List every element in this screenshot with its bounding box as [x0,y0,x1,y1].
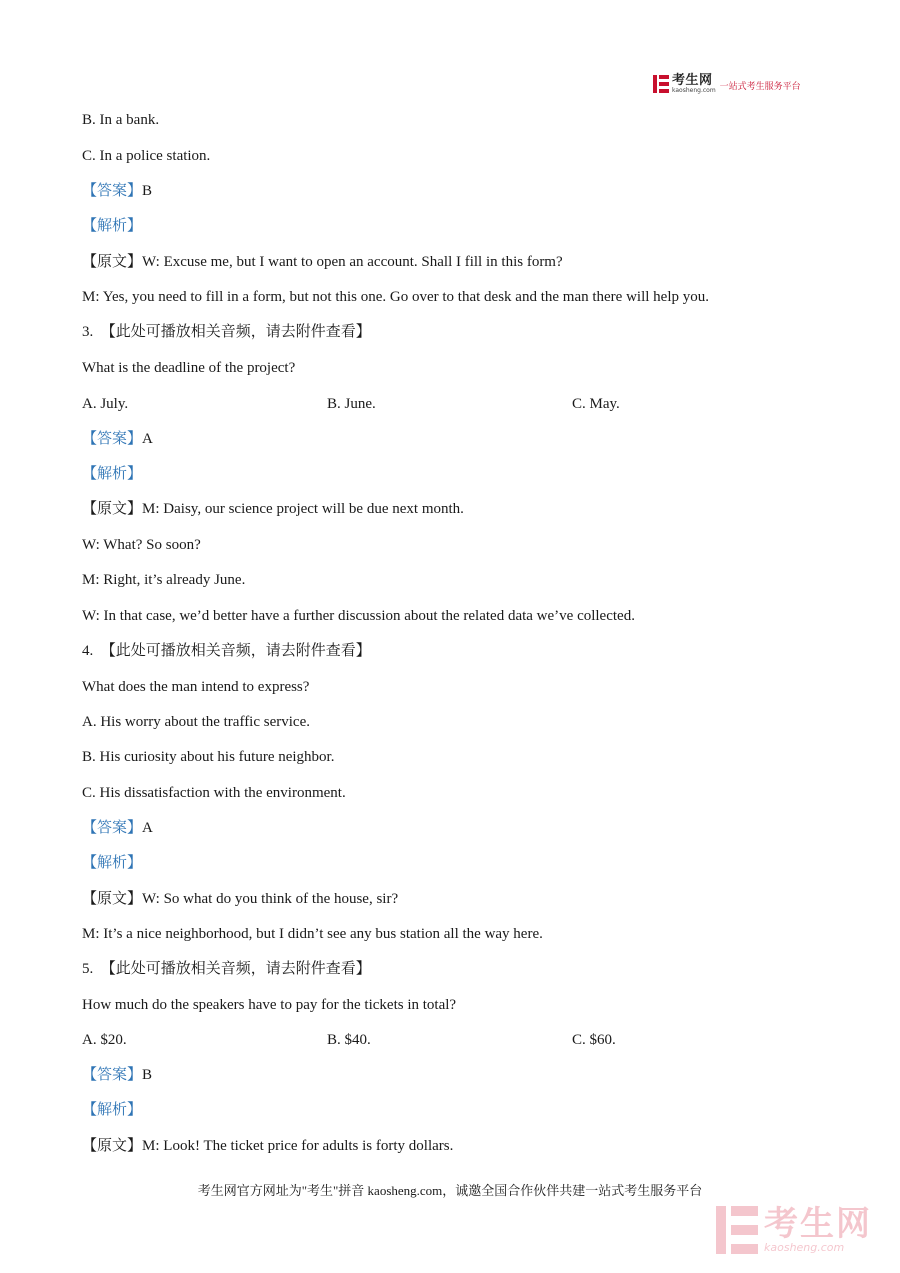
q3-answer-line: 【答案】A [82,431,153,447]
q3-original-line-3: M: Right, it’s already June. [82,572,246,588]
logo-domain: kaosheng.com [672,87,716,94]
q5-answer-line: 【答案】B [82,1067,153,1083]
q5-option-c: C. $60. [572,1032,616,1048]
q2-analysis-line: 【解析】 [82,218,143,234]
q2-original-line-2: M: Yes, you need to fill in a form, but not this one. Go over to that desk and the man there will help you. [82,289,709,305]
q3-original-line-4: W: In that case, we’d better have a further discussion about the related data we’ve collected. [82,608,635,624]
q2-original-line-1: 【原文】W: Excuse me, but I want to open an account. Shall I fill in this form? [82,254,563,270]
q4-question: What does the man intend to express? [82,679,310,695]
kaosheng-watermark-icon [716,1206,758,1254]
watermark-logo [716,1205,872,1255]
q5-option-b: B. $40. [327,1032,371,1048]
original-label: 原文 [97,254,128,270]
watermark-name: 考生网 [764,1204,872,1244]
q5-analysis-line: 【解析】 [82,1102,143,1118]
watermark-domain: kaosheng.com [764,1241,845,1254]
logo-slogan: 一站式考生服务平台 [719,82,801,92]
q4-option-c: C. His dissatisfaction with the environment. [82,785,346,801]
q3-original-line-2: W: What? So soon? [82,537,201,553]
q4-option-b: B. His curiosity about his future neighbor. [82,749,335,765]
page-footer: 考生网官方网址为"考生"拼音 kaosheng.com，诚邀全国合作伙伴共建一站式考生服务平台 [197,1183,703,1198]
q4-answer-line: 【答案】A [82,820,153,836]
q3-option-b: B. June. [327,396,376,412]
q2-option-b: B. In a bank. [82,112,160,128]
q3-header: 3. 【此处可播放相关音频，请去附件查看】 [82,324,371,340]
q5-number: 5. [82,961,94,977]
q3-analysis-line: 【解析】 [82,466,143,482]
q4-number: 4. [82,643,94,659]
q2-option-c: C. In a police station. [82,148,211,164]
q4-option-a: A. His worry about the traffic service. [82,714,310,730]
q3-option-a: A. July. [82,396,129,412]
q5-original-line-1: 【原文】M: Look! The ticket price for adults is forty dollars. [82,1138,454,1154]
q5-question: How much do the speakers have to pay for the tickets in total? [82,997,457,1013]
q2-answer-line: 【答案】B [82,183,153,199]
q3-question: What is the deadline of the project? [82,360,296,376]
q5-answer: B [142,1067,153,1083]
q3-answer: A [142,431,153,447]
answer-label: 答案 [97,183,128,199]
q4-original-line-1: 【原文】W: So what do you think of the house, sir? [82,891,399,907]
q3-option-c: C. May. [572,396,620,412]
q3-number: 3. [82,324,94,340]
kaosheng-logo-icon [653,75,669,93]
analysis-label: 解析 [97,218,128,234]
q2-answer: B [142,183,153,199]
logo-name: 考生网 [672,73,713,88]
q5-header: 5. 【此处可播放相关音频，请去附件查看】 [82,961,371,977]
q5-option-a: A. $20. [82,1032,127,1048]
q4-header: 4. 【此处可播放相关音频，请去附件查看】 [82,643,371,659]
q3-original-line-1: 【原文】M: Daisy, our science project will be due next month. [82,501,464,517]
q4-analysis-line: 【解析】 [82,855,143,871]
q4-answer: A [142,820,153,836]
audio-note: 此处可播放相关音频，请去附件查看 [115,324,356,340]
header-logo [653,72,801,96]
q4-original-line-2: M: It’s a nice neighborhood, but I didn’t see any bus station all the way here. [82,926,543,942]
